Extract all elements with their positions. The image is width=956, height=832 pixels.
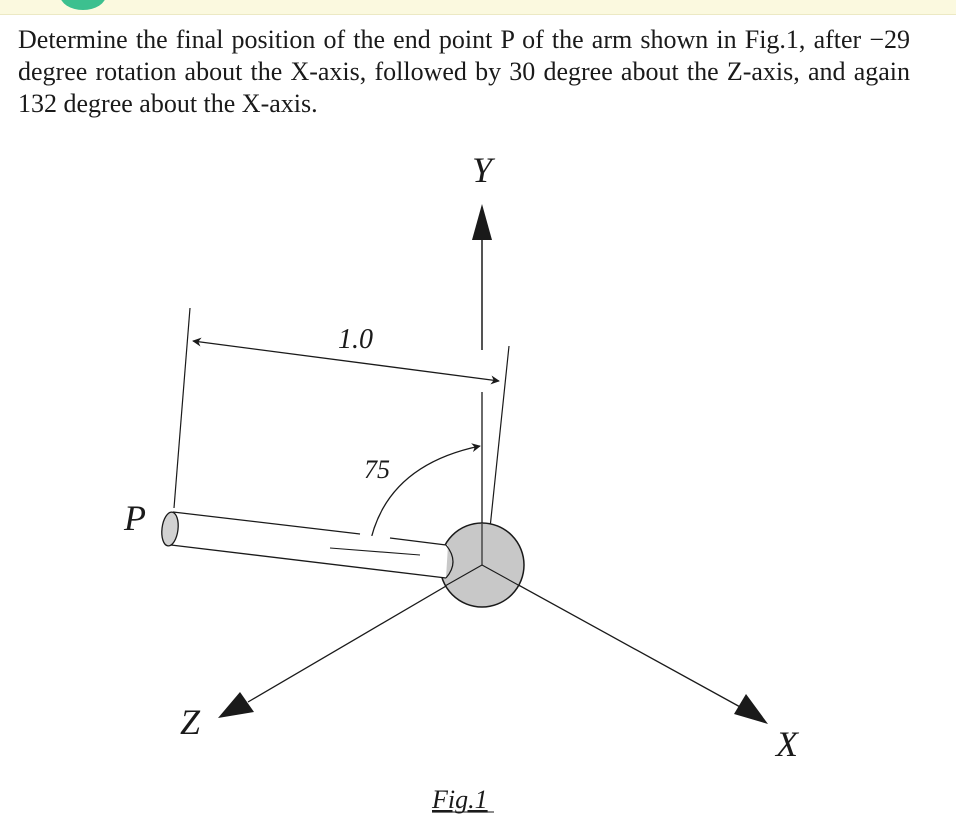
arm-body (171, 512, 448, 578)
y-axis-label: Y (472, 150, 493, 190)
end-point-label: P (124, 498, 146, 538)
figure-caption: Fig.1 (432, 785, 488, 814)
x-axis-line (482, 565, 742, 708)
y-axis-arrowhead (472, 204, 492, 240)
dimension-extension-right (490, 346, 509, 528)
z-axis-arrowhead (218, 692, 254, 718)
angle-label: 75 (364, 455, 390, 484)
arm-length-label: 1.0 (338, 324, 373, 355)
x-axis-arrowhead (734, 694, 768, 724)
z-axis-label: Z (180, 702, 201, 742)
dimension-extension-left (174, 308, 190, 508)
x-axis-label: X (776, 724, 798, 764)
question-text: Determine the final position of the end point P of the arm shown in Fig.1, after −29 degree rotation about the X-axis, followed by 30 degree about the Z-axis, and again 132 degree about the X-axis. (18, 25, 910, 118)
